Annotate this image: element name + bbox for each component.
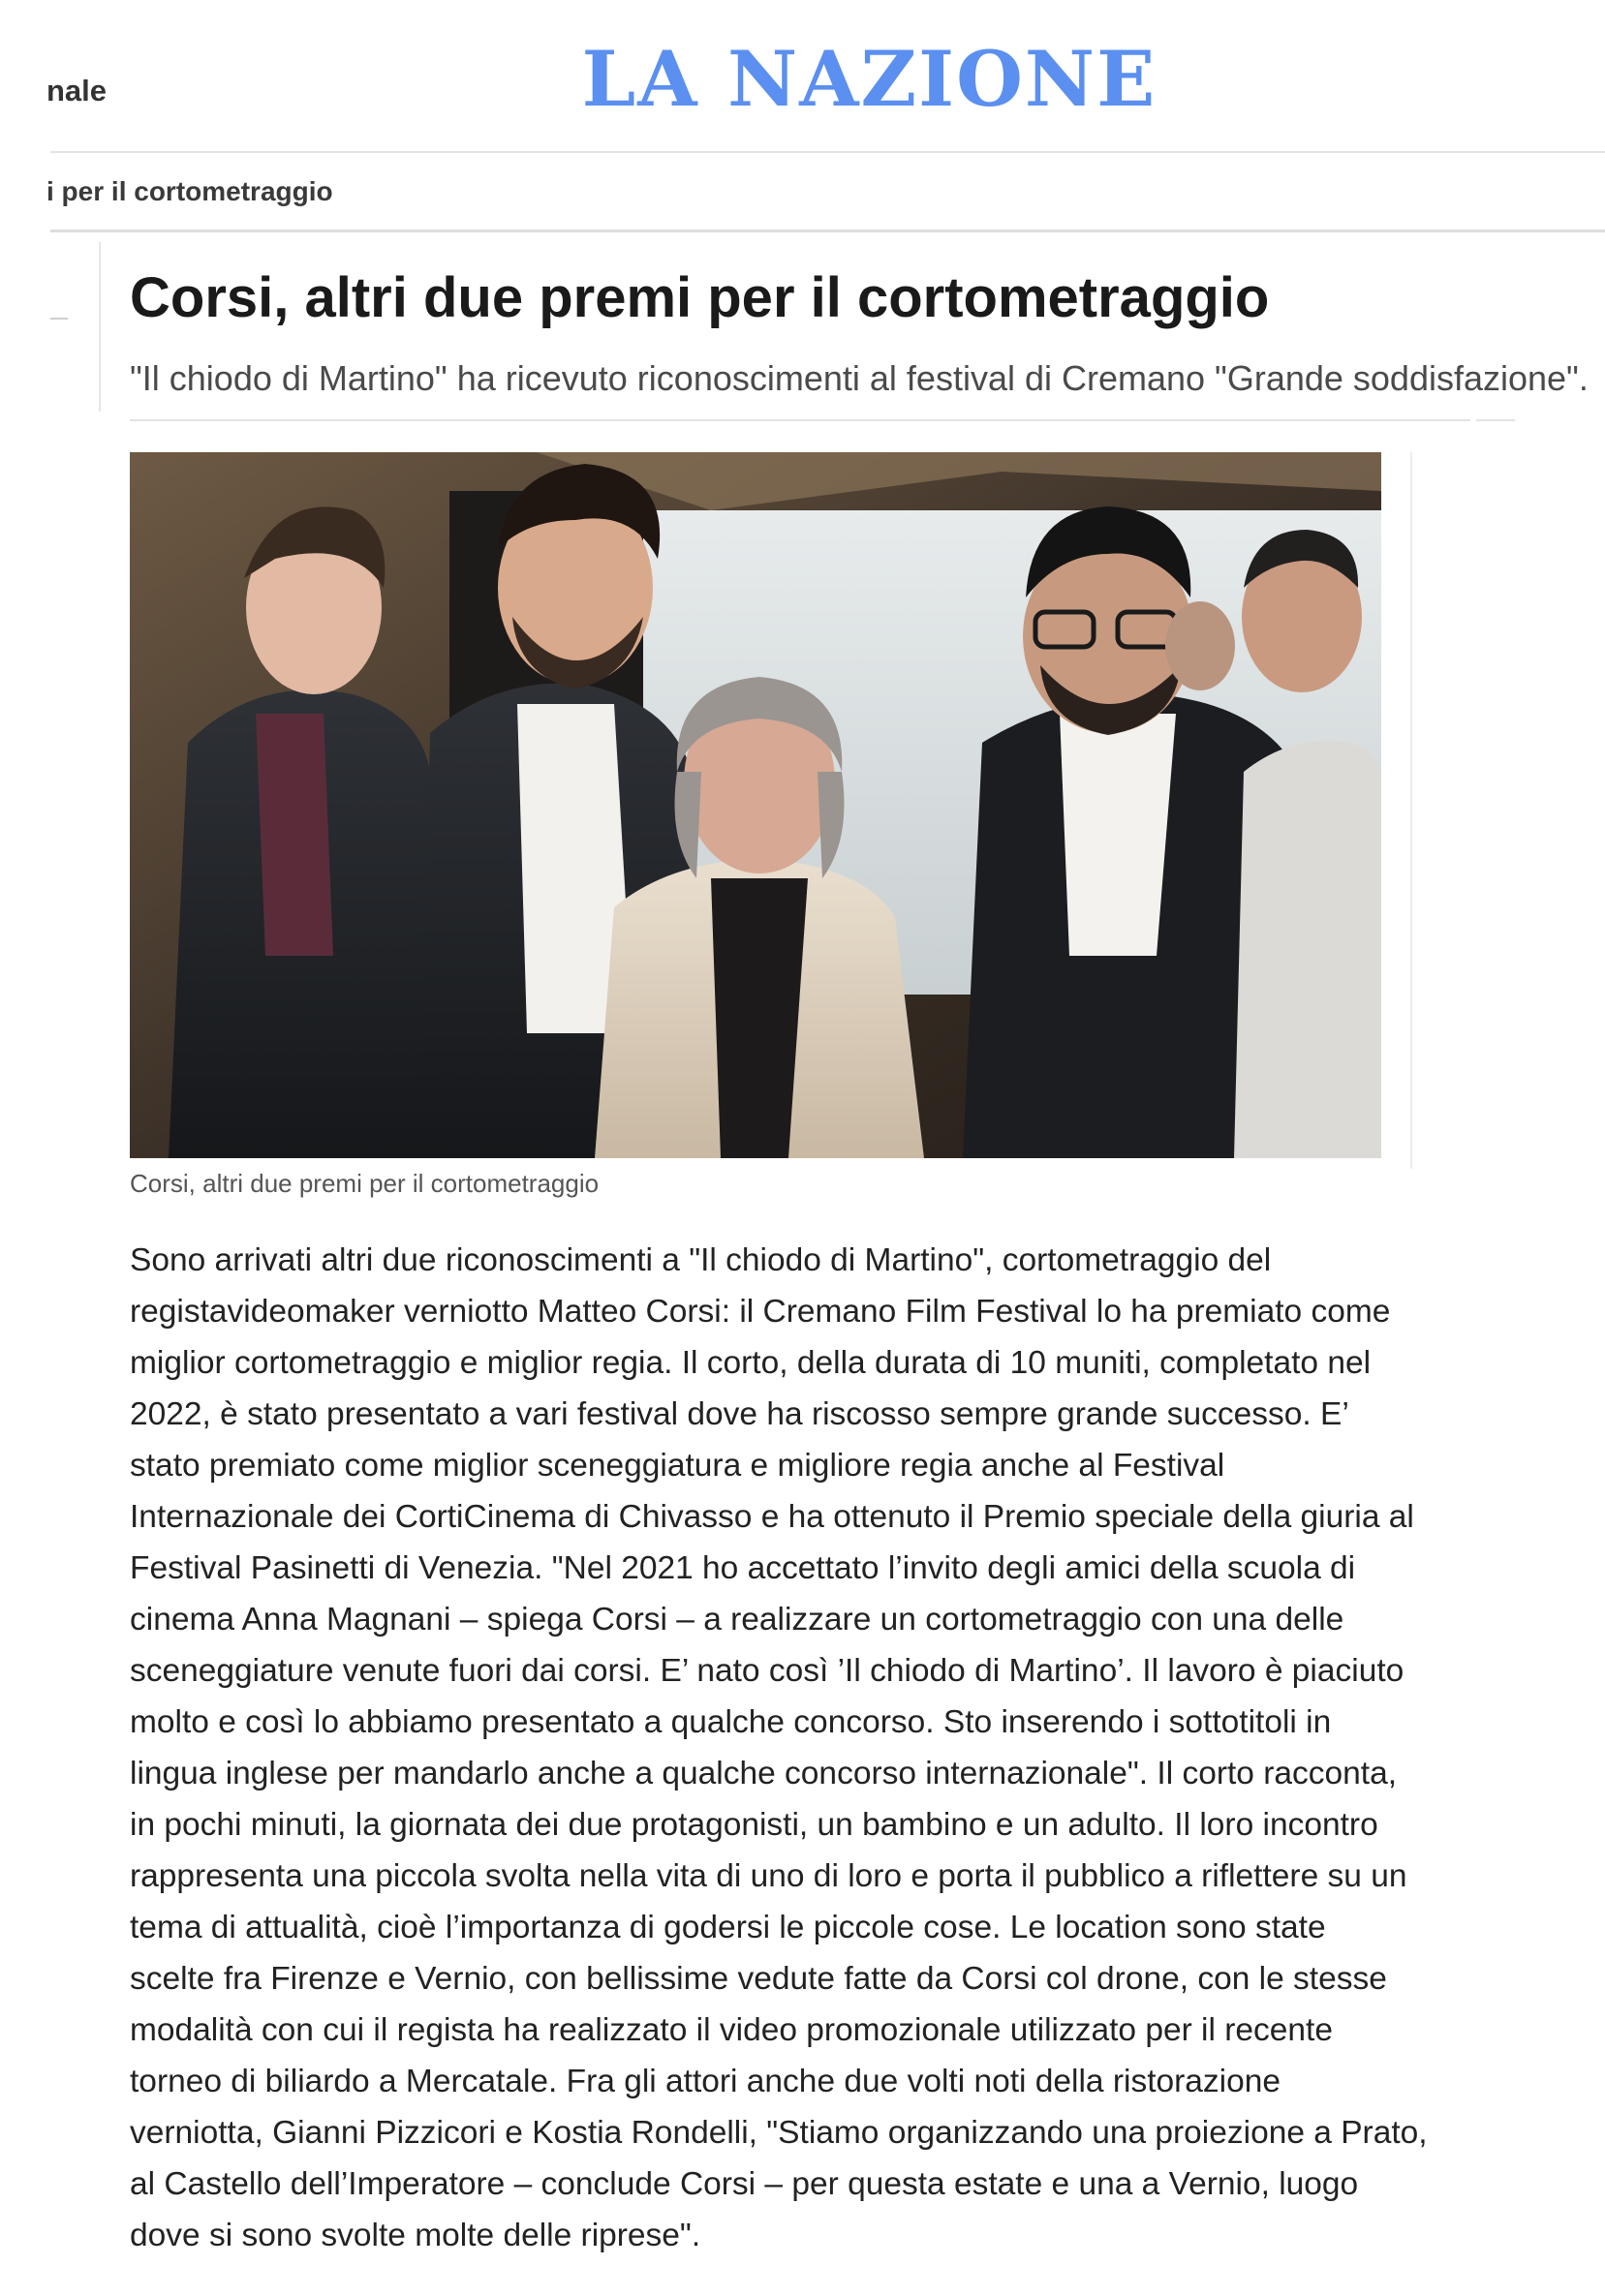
photo-edge — [1410, 452, 1412, 1169]
article-title: Corsi, altri due premi per il cortometraggio — [130, 266, 1270, 329]
body-line: al Castello dell’Imperatore – conclude Corsi – per questa estate e una a Vernio, luogo — [130, 2166, 1359, 2202]
body-line: 2022, è stato presentato a vari festival dove ha riscosso sempre grande successo. E’ — [130, 1396, 1349, 1432]
body-line: rappresenta una piccola svolta nella vita di uno di loro e porta il pubblico a riflettere su un — [130, 1858, 1407, 1894]
body-line: lingua inglese per mandarlo anche a qualche concorso internazionale". Il corto racconta, — [130, 1756, 1398, 1791]
breadcrumb-divider — [50, 230, 1605, 232]
body-line: miglior cortometraggio e miglior regia. Il corto, della durata di 10 muniti, completato nel — [130, 1345, 1372, 1381]
body-line: cinema Anna Magnani – spiega Corsi – a realizzare un cortometraggio con una delle — [130, 1602, 1344, 1638]
article-subtitle: "Il chiodo di Martino" ha ricevuto riconoscimenti al festival di Cremano "Grande soddisfazione". — [130, 358, 1589, 398]
side-dash — [50, 318, 68, 320]
body-line: stato premiato come miglior sceneggiatura e migliore regia anche al Festival — [130, 1448, 1225, 1484]
body-line: in pochi minuti, la giornata dei due protagonisti, un bambino e un adulto. Il loro incontro — [130, 1807, 1378, 1843]
body-line: Internazionale dei CortiCinema di Chivasso e ha ottenuto il Premio speciale della giuria al — [130, 1499, 1414, 1535]
site-header — [0, 0, 1605, 153]
body-line: scelte fra Firenze e Vernio, con bellissime vedute fatte da Corsi col drone, con le stesse — [130, 1961, 1387, 1997]
title-divider — [130, 419, 1470, 421]
header-divider — [50, 151, 1605, 153]
body-line: Festival Pasinetti di Venezia. "Nel 2021 ho accettato l’invito degli amici della scuola di — [130, 1550, 1356, 1586]
article-photo[interactable] — [130, 452, 1381, 1158]
body-line: torneo di biliardo a Mercatale. Fra gli attori anche due volti noti della ristorazione — [130, 2064, 1281, 2099]
body-line: sceneggiature venute fuori dai corsi. E’ nato così ’Il chiodo di Martino’. Il lavoro è piaciuto — [130, 1653, 1404, 1689]
article-body — [130, 1235, 1428, 2261]
body-line: Sono arrivati altri due riconoscimenti a "Il chiodo di Martino", cortometraggio del — [130, 1242, 1272, 1278]
body-line: tema di attualità, cioè l’importanza di godersi le piccole cose. Le location sono state — [130, 1910, 1326, 1945]
image-caption: Corsi, altri due premi per il cortometraggio — [130, 1169, 600, 1198]
breadcrumb[interactable]: i per il cortometraggio — [46, 176, 333, 206]
body-line: registavideomaker verniotto Matteo Corsi: il Cremano Film Festival lo ha premiato come — [130, 1294, 1391, 1330]
body-line: verniotta, Gianni Pizzicori e Kostia Rondelli, "Stiamo organizzando una proiezione a Prato, — [130, 2115, 1428, 2151]
body-line: molto e così lo abbiamo presentato a qualche concorso. Sto inserendo i sottotitoli in — [130, 1704, 1332, 1740]
title-divider-tail — [1476, 419, 1515, 421]
body-line: modalità con cui il regista ha realizzato il video promozionale utilizzato per il recente — [130, 2012, 1333, 2048]
section-label[interactable]: nale — [46, 74, 108, 107]
body-line: dove si sono svolte molte delle riprese". — [130, 2218, 701, 2253]
site-logo[interactable]: LA NAZIONE — [581, 34, 1157, 124]
title-rail — [99, 242, 101, 412]
